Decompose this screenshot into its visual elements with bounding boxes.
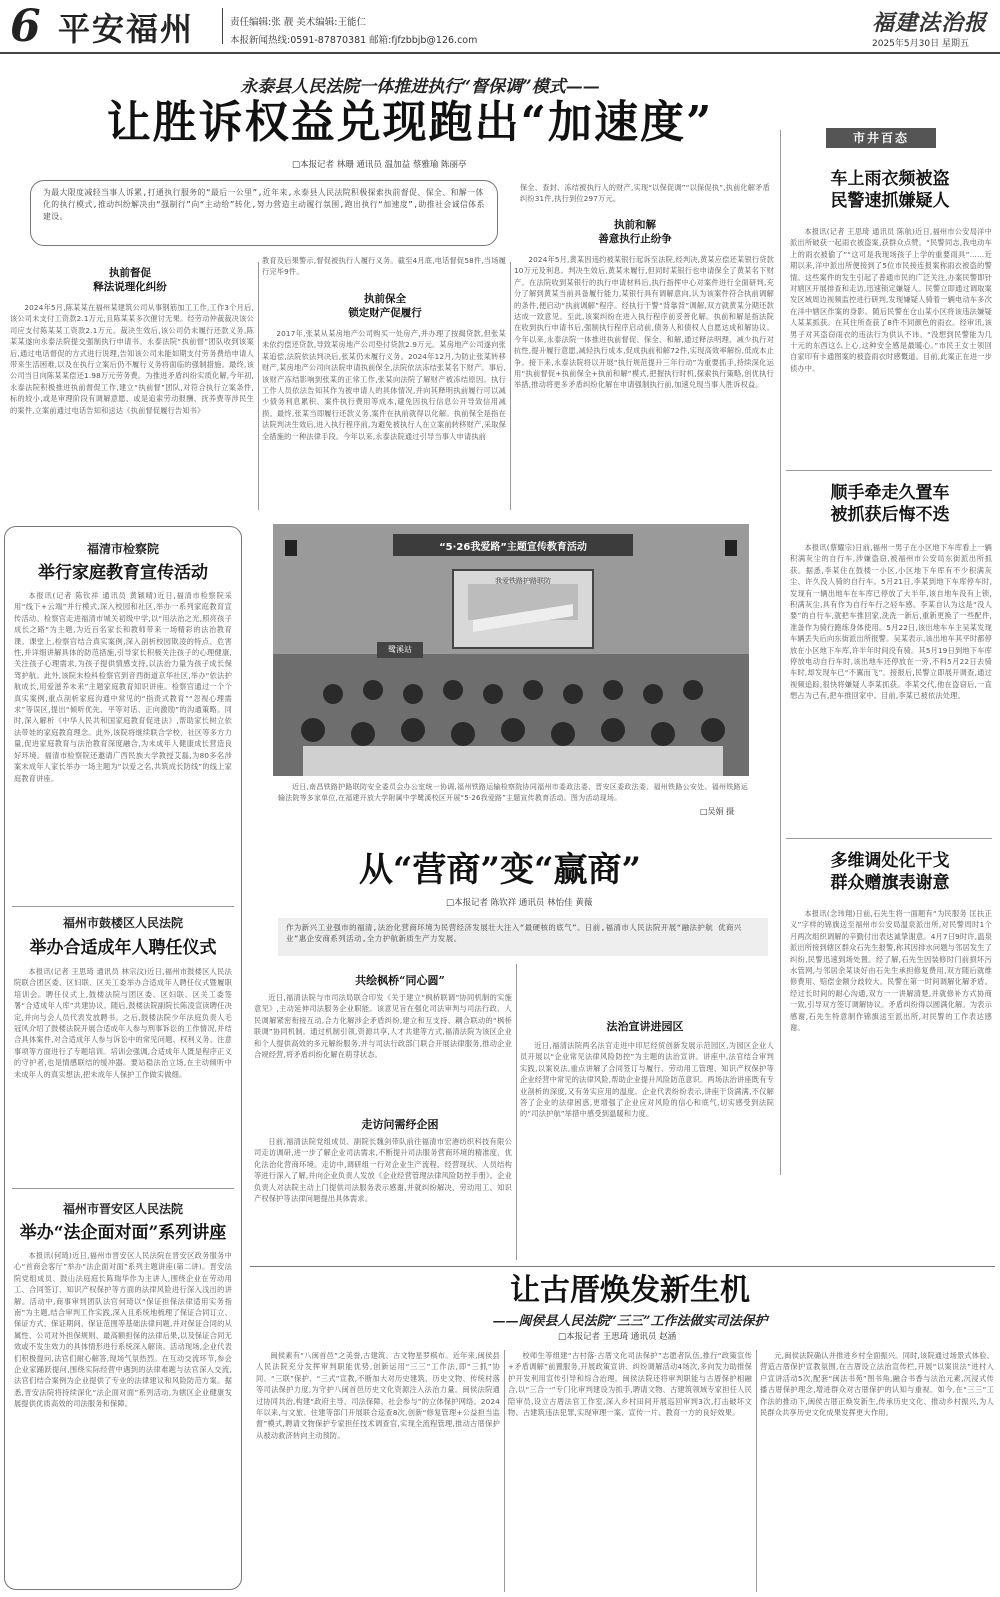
lead-section-1-extra: 教育及后果警示,督促被执行人履行义务。截至4月底,电话督促58件,当场履行完毕9件。 [262,256,506,277]
photo-credit: □吴娟 摄 [700,807,735,816]
sidebar-label [826,128,936,148]
paper-name-logo: 福建法治报 [872,10,988,36]
sidebar-story-1-headline: 车上雨衣频被盗 民警速抓嫌疑人 [830,169,950,211]
left-story-3-org: 福州市晋安区人民法院 [62,1202,183,1216]
left-story-1-body: 本报讯(记者 陈钦祥 通讯员 黄颖晴)近日,福清市检察院采用“线下+云端”并行模式,深入校园和社区,举办一系列家庭教育宣传活动。检察官走进福清市城关初级中学,以“用法治之光,照亮孩子成长之路”为主题,为近百名家长和教师带来一场精彩的法治教育课。课堂上,检察官结合真实案例,深入剖析校园欺凌的特点、危害性,并详细讲解具体的防范措施,引导家长积极关注孩子的心理健康,关注孩子心理需求,为孩子提供情感支持,以法治力量为孩子成长保驾护航。此外,该院未检科检察官到音西街道京华社区,举办“依法护航成长,用爱滋养未来”主题家庭教育知识讲座。检察官通过一个个真实案例,重点剖析家庭沟通中常见的“指责式教育”“忽视心理需求”等误区,提出“倾听优先、平等对话、正向激励”的沟通策略。同时,深入解析《中华人民共和国家庭教育促进法》,帮助家长树立依法带娃的家庭教育理念。此外,该院将继续联合学校、社区等多方力量,促进家庭教育与法治教育深度融合,为未成年人健康成长营造良好环境。福清市检察院还邀请广西民族大学教授艾磊,为80多名涉案未成年人家长举办一场主题为“以爱之名,共筑成长防线”的线上家庭教育讲座。 [14,591,232,783]
middle-byline: □本报记者 陈钦祥 通讯员 林怡佳 黄薇 [446,898,593,908]
middle-lead-box [278,918,768,956]
issue-date: 2025年5月30日 星期五 [872,39,969,49]
lead-section-1-body: 2024年5月,陈某某在福州某建筑公司从事钢筋加工工作,工作3个月后,该公司未支付工资款2.1万元,且陈某某多次催讨无果。经劳动仲裁裁决该公司应支付陈某某工资款2.1万元。裁决生效后,该公司仍未履行还款义务,陈某某遂向永泰法院提交强制执行申请书。永泰法院“执前督”团队收到该案后,通过电话督促的方式进行说理,告知该公司未能如期支付劳务费给申请人带来生活困难,以及在执行立案后仍不履行义务将面临的强制措施。最终,该公司当日向陈某某偿还1.98万元劳务费。为推进矛盾纠纷实质化解,今年初,永泰法院积极推进执前督促工作,建立“执前督”团队,对符合执行立案条件,标的较小,或是审理阶段有调解意愿、或是追索劳动报酬、抚养费等涉民生的案件,立案前通过电话告知和送达《执前督促履行告知书》 [10,303,254,415]
middle-section-2-body: 日前,福清法院党组成员、副院长魏剑带队前往福清市宏港纺织科技有限公司走访调研,进一步了解企业司法需求,不断提升司法服务营商环境的精准度、优化法治化营商环境。走访中,调研组一行对企业生产流程、经营现状、人员结构等进行深入了解,并向企业负责人发放《企业经营管理法律风险防控手册》。企业负责人对法院主动上门提供司法服务表示感谢,并就纠纷解决、劳动用工、知识产权保护等法律问题提出具体需求。 [254,1137,512,1204]
left-story-2-body: 本报讯(记者 王思琦 通讯员 林宗汶)近日,福州市鼓楼区人民法院联合团区委、区妇联、区关工委举办合适成年人聘任仪式暨履职培训会。聘任仪式上,鼓楼法院与团区委、区妇联、区关工委签署“合适成年人库”共建协议。随后,鼓楼法院副院长陈凌宣读聘任决定,并向与会人员代表发放聘书。之后,鼓楼法院少年法庭负责人毛冠风介绍了鼓楼法院开展合适成年人参与刑事诉讼的工作情况,并结合具体案件,对合适成年人参与诉讼中的常见问题、权利义务、注意事项等方面进行了专题培训。培训会强调,合适成年人既是程序正义的守护者,也是情感联结的缓冲器。要站稳法治立场,在主动倾听中未成年人的真实想法,把未成年人保护工作做实做细。 [14,967,232,1079]
bottom-byline: □本报记者 王思琦 通讯员 赵涵 [558,1332,677,1342]
lead-kicker: 永泰县人民法院一体推进执行“督保调”模式—— [240,77,600,97]
middle-headline: 从“营商”变“赢商” [358,850,642,890]
sidebar-story-1-body: 本报讯(记者 王思琦 通讯员 陈航)近日,福州市公安局洋中派出所破获一起雨衣被盗案,获群众点赞。“民警同志,我电动车上的雨衣被偷了”“这可是我现场孩子上学的重要雨具”……近期以来,洋中派出所便接到了5位市民接连报案称雨衣被盗的警情。这些案件的发生引起了普通市民的广泛关注,办案民警即针对辖区开展排查和走访,迅速锁定嫌疑人。民警立即通过调取案发区域周边视频监控进行研判,发现嫌疑人骑着一辆电动车多次在洋中辖区作案的身影。随后民警在仓山某小区将该违法嫌疑人某某抓获。在其住所查获了8件不同颜色的雨衣。经审讯,该男子对其盗窃雨衣的违法行为供认不讳。“没想到民警能为几十元的东西这么上心,这种安全感是最暖心。”市民王女士领回自家印有卡通图案的被盗雨衣时感慨道。目前,此案正在进一步侦办中。 [790,227,992,373]
sidebar-story-3-headline: 多维调处化干戈 群众赠旗表谢意 [830,851,950,893]
sidebar-story-2-body: 本报讯(蔡耀宗)日前,福州一男子在小区地下车库看上一辆积满灰尘的自行车,涉嫌盗窃,被福州市公安局东街派出所抓获。据悉,李某住在鼓楼一小区,小区地下车库有不少积满灰尘、许久没人骑的自行车。5月21日,李某到地下车库停车时,发现有一辆出地车在车库已停放了大半年,该自地车没有上锁,积满灰尘,具有作为自行车行之轻车感。李某自认为这是“没人要”的自行车,就把车推回家,洗洗一新后,重新更换了一些配件,准备作为骑行跑练身体使用。5月22日,该出地车车主吴某发现车辆丢失后向东街派出所报警。吴某表示,该出地车其平时都停放在小区地下车库,许半年时间没有骑。其5月19日到地下车库停放电动自行车时,该出地车还停放在一旁,不料5月22日去骑车时,却发现车已“不翼而飞”。接报后,民警立即展开调查,通过视频追踪,很快将嫌疑人李某抓获。李某交代,他在盗窃后,一直想占为己有,把车推回家中。目前,李某已被依法处理。 [790,543,992,701]
editors-line: 责任编辑:张 靓 美术编辑:王能仁 [230,17,366,28]
bottom-body-2: 校师生等组建“古村落·古厝文化司法保护”志愿者队伍,推行“政策宣传+矛盾调解”前置服务,开展政策宣讲、纠纷调解活动4场次,多向发力助推保护开发利用宣传引导和综合治理。闽侯法院还将审判职能与古厝保护相融合,以“三合一”专门化审判建设为抓手,聘请文物、古建筑领域专家担任人民陪审员,设立古厝法官工作室,深入乡村田间开展巡回审判3次,打击破坏文物、古建筑违法犯罪,实现审理一案、宣传一片、教育一方的良好效果。 [508,1351,752,1418]
masthead [0,0,1000,54]
left-story-3-headline: 举办“法企面对面”系列讲座 [19,1223,227,1243]
lead-section-2-title: 执前保全 锁定财产促履行 [348,293,422,319]
middle-section-2-title: 走访问需纾企困 [361,1118,439,1131]
lead-section-3-body: 2024年5月,黄某因违约被某银行起诉至法院,经判决,黄某应偿还某银行贷款10万元及利息。判决生效后,黄某未履行,但同时某银行也申请保全了黄某名下财产。在法院收到某银行的执行申请材料后,执行指挥中心对案件进行全面研判,充分了解到黄某当前具备履行能力,某银行具有调解意向,认为该案件符合执前调解的条件,便启动“执前调解”程序。经执行干警“背靠背”调解,双方就黄某分期还款达成一致意见。至此,该案纠纷在进入执行程序前妥善化解。执前和解是指法院在收到执行申请书后,强制执行程序启动前,债务人和债权人自愿达成和解协议。今年以来,永泰法院一体推进执前督促、保全、和解,通过释法明理、减少执行对抗性,提升履行意愿,减轻执行成本,促成执前和解72件,实现高效率解纷,低成本止争。接下来,永泰法院将以开展“执行规范提升三年行动”为重要抓手,持续深化运用“执前督促+执前保全+执前和解”模式,把握执行时机,探索执行策略,创优执行举措,推动将更多矛盾纠纷化解在申请强制执行前,加速兑现当事人胜诉权益。 [514,255,774,390]
photo-caption: 近日,南昌铁路护路联防安全委员会办公室统一协调,福州铁路运输检察院协同福州市委政法委、晋安区委政法委、福州铁路公安处、福州铁路运输法院等多家单位,在福建开放大学附属中学鹭溪校区开展“5·26我爱路”主题宣传教育活动。图为活动现场。 [278,783,748,802]
bottom-kicker: ——闽侯县人民法院“三三”工作法做实司法保护 [492,1314,768,1329]
middle-section-3-title: 法治宣讲进园区 [606,1020,684,1033]
middle-section-3-body: 近日,福清法院两名法官走进中印尼经贸创新发展示范园区,为园区企业人员开展以“企业常见法律风险防控”为主题的法治宣讲。讲座中,法官结合审判实践,以案说法,重点讲解了合同签订与履行、劳动用工管理、知识产权保护等企业经营中常见的法律风险,帮助企业提升风险防范意识。两场法治讲座既有专业剖析的深度,又有务实应用的温度。企业代表纷纷表示,讲座干货满满,不仅解答了企业的法律困惑,更增强了企业应对风险的信心和底气,切实感受到法院的“司法护航”举措中感受到温暖和力度。 [520,1041,774,1119]
bottom-body-3: 元,闽侯法院确认并推进乡村全面振兴。同时,该院通过场景式体验、营造古厝保护宣教氛围,在古厝设立法治宣传栏,开展“以案说法”进村入户宣讲活动5次,配套“闽法书苑”图书角,融合书香与法治元素,沉浸式传播古厝保护理念,增进群众对古厝保护的认知与重视。如今,在“三三”工作法的推动下,闽侯古厝正焕发新生,传承历史文化、推动乡村振兴,为人民群众共享历史文化成果发挥更大作用。 [760,1351,994,1418]
middle-lead: 作为新兴工业强市的福清,法治化营商环境为民营经济发展壮大注入“最硬核的底气”。日前,福清市人民法院开展“融法护航 优商兴业”惠企安商系列活动,全力护航新质生产力发展。 [286,923,742,943]
masthead-rule [0,52,1000,54]
lead-section-3-title: 执前和解 善意执行止纷争 [598,219,672,245]
lead-summary: 为最大限度减轻当事人诉累,打通执行服务的“最后一公里”,近年来,永泰县人民法院积极探索执前督促、保全、和解一体化的执行模式,推动纠纷解决由“强制行”向“主动给”转化,努力营造主动履行氛围,跑出执行“加速度”,助推社会诚信体系建设。 [43,188,485,221]
section-title: 平安福州 [58,10,195,48]
photo-illustration [273,524,749,776]
left-story-1-org: 福清市检察院 [86,542,159,556]
lead-summary-box [30,180,498,246]
left-story-2-headline: 举办合适成年人聘任仪式 [29,938,217,958]
left-story-2-org: 福州市鼓楼区人民法院 [62,916,183,930]
lead-byline: □本报记者 林珊 通讯员 温加益 蔡雅瑜 陈丽亭 [292,160,467,170]
hotline-line: 本报新闻热线:0591-87870381 邮箱:fjfzbbjb@126.com [230,35,478,46]
sidebar-story-2-headline: 顺手牵走久置车 被抓获后悔不迭 [830,483,950,525]
photo-sign-text: 鹭溪站 [388,645,412,654]
masthead-divider [222,8,223,44]
left-story-3-body: 本报讯(何琦)近日,福州市晋安区人民法院在晋安区政务服务中心“首商会客厅”举办“法企面对面”系列主题讲座(第二讲)。晋安法院党组成员、鼓山法庭庭长陈瑞华作为主讲人,围绕企业在劳动用工、合同签订、知识产权保护等方面的法律风险进行深入浅出的讲解。活动中,商事审判团队法官何琦以“保证担保法律适用实务指南”为主题,结合审判工作实践,深入且系统地梳理了保证合同订立、保证方式、保证期间、保证范围等基础法律问题,并对保证合同的从属性、公司对外担保规则、最高额担保的法律后果,以及保证合同无效或不发生效力的具体情形进行系统深入解读。活动现场,企业代表们积极提问,法官们耐心解答,现场气氛热烈。在互动交流环节,参会企业家踊跃提问,围绕实际经营中遇到的法律难题与法官深入交流,法官们结合案例为企业提供了专业的法律建议和风险防范方案。据悉,晋安法院将持续深化“法企面对面”系列活动,为辖区企业健康发展提供优质高效的司法服务和保障。 [14,1251,232,1409]
middle-section-1-body: 近日,福清法院与市司法局联合印发《关于建立“枫桥联调”协同机制的实施意见》,主动延伸司法服务企业职能。该意见旨在强化司法审判与司法行政、人民调解紧密衔接互动,合力化解涉企矛盾纠纷,建立和互支持、耦合联动的“枫桥联调”协同机制。通过机制引领,资源共享,人才共建等方式,福清法院为该区企业和个人提供高效的多元解纷服务,并与司法行政部门联合开展法律服务,推动企业合规经营,将矛盾纠纷化解在萌芽状态。 [254,993,512,1060]
lead-section-1-title: 执前督促 释法说理化纠纷 [93,267,167,293]
event-photo [273,524,749,776]
photo-banner-text: “5·26我爱路”主题宣传教育活动 [439,542,587,553]
sidebar-story-3-body: 本报讯(念玮翔)日前,石先生将一面题有“为民服务 匡扶正义”字样的锦旗送至福州市公安局温泉派出所,对民警周时1个月两次组织调解的辛勤付出表达诚挚谢意。4月7日9时许,温泉派出所接到辖区群众石先生报警,称其因排水问题与邻居发生了纠纷,民警迅速到场处置。经了解,石先生因装修时门前损坏污水管网,与邻居余某谈好由石先生承担修复费用,双方随后就维修费用、赔偿金额分歧较大。民警在第一时间调解化解矛盾。经过长时间的耐心沟通,双方一一讲解清楚,并就修补方式协商一致,引导双方签订调解协议。矛盾纠纷得以圆满化解。为表示感谢,石先生特意制作锦旗送至派出所,对民警的工作表达感谢。 [790,909,992,1033]
sidebar-label-text: 市井百态 [852,131,909,145]
left-story-1-headline: 举行家庭教育宣传活动 [38,563,208,583]
lead-headline: 让胜诉权益兑现跑出“加速度” [106,97,714,148]
lead-summary-tail: 保全、查封、冻结被执行人的财产,实现“以保促调”“以保促执”,执前化解矛盾纠纷31件,执行到位297万元。 [520,183,770,204]
photo-screen-text: 我爱铁路护路联防 [495,577,551,585]
middle-section-1-title: 共绘枫桥“同心圆” [355,974,445,987]
page-number: 6 [10,1,41,52]
bottom-headline: 让古厝焕发新生机 [510,1273,750,1308]
lead-section-2-body: 2017年,张某从某房地产公司购买一处房产,并办理了按揭贷款,但张某未依约偿还贷款,导致某房地产公司垫付贷款2.9万元。某房地产公司遂向张某追偿,法院依法判决后,张某仍未履行义务。2024年12月,为防止张某转移财产,某房地产公司向法院申请执前保全,法院依法冻结张某名下财产。事后,该财产冻结影响到张某的正常工作,张某向法院了解财产被冻结原因。执行工作人员依法告知其作为被申请人的具体情况,并向其释明执前履行可以减少债务利息累积、案件执行费用等成本,避免因执行信息公开导致信用减损。最终,张某当即履行还款义务,案件在执前就得以化解。执前保全是指在法院判决生效后,进入执行程序前,为避免被执行人在立案前转移财产,采取保全措施的一种法律手段。今年以来,永泰法院通过引导当事人申请执前 [262,329,506,441]
bottom-body-1: 闽侯素有“八闽首邑”之美誉,古建筑、古文物星罗棋布。近年来,闽侯县人民法院充分发挥审判职能优势,创新运用“三三”工作法,即“三抓”协同、“三联”保护、“三式”宣教,不断加大对历史建筑、历史文物、传统村落等司法保护力度,为守护八闽首邑历史文化资源注入法治力量。闽侯法院通过协同共治,构建“政府主导、司法保障、社会参与”的立体保护网络。2024年以来,与文旅、住建等部门开展联合巡查8次,创新“修复管理+公益担当监督”模式,聘请文物保护专家担任技术调查官,实现全流程管理,推动古厝保护从被动救济转向主动预防。 [256,1351,500,1440]
